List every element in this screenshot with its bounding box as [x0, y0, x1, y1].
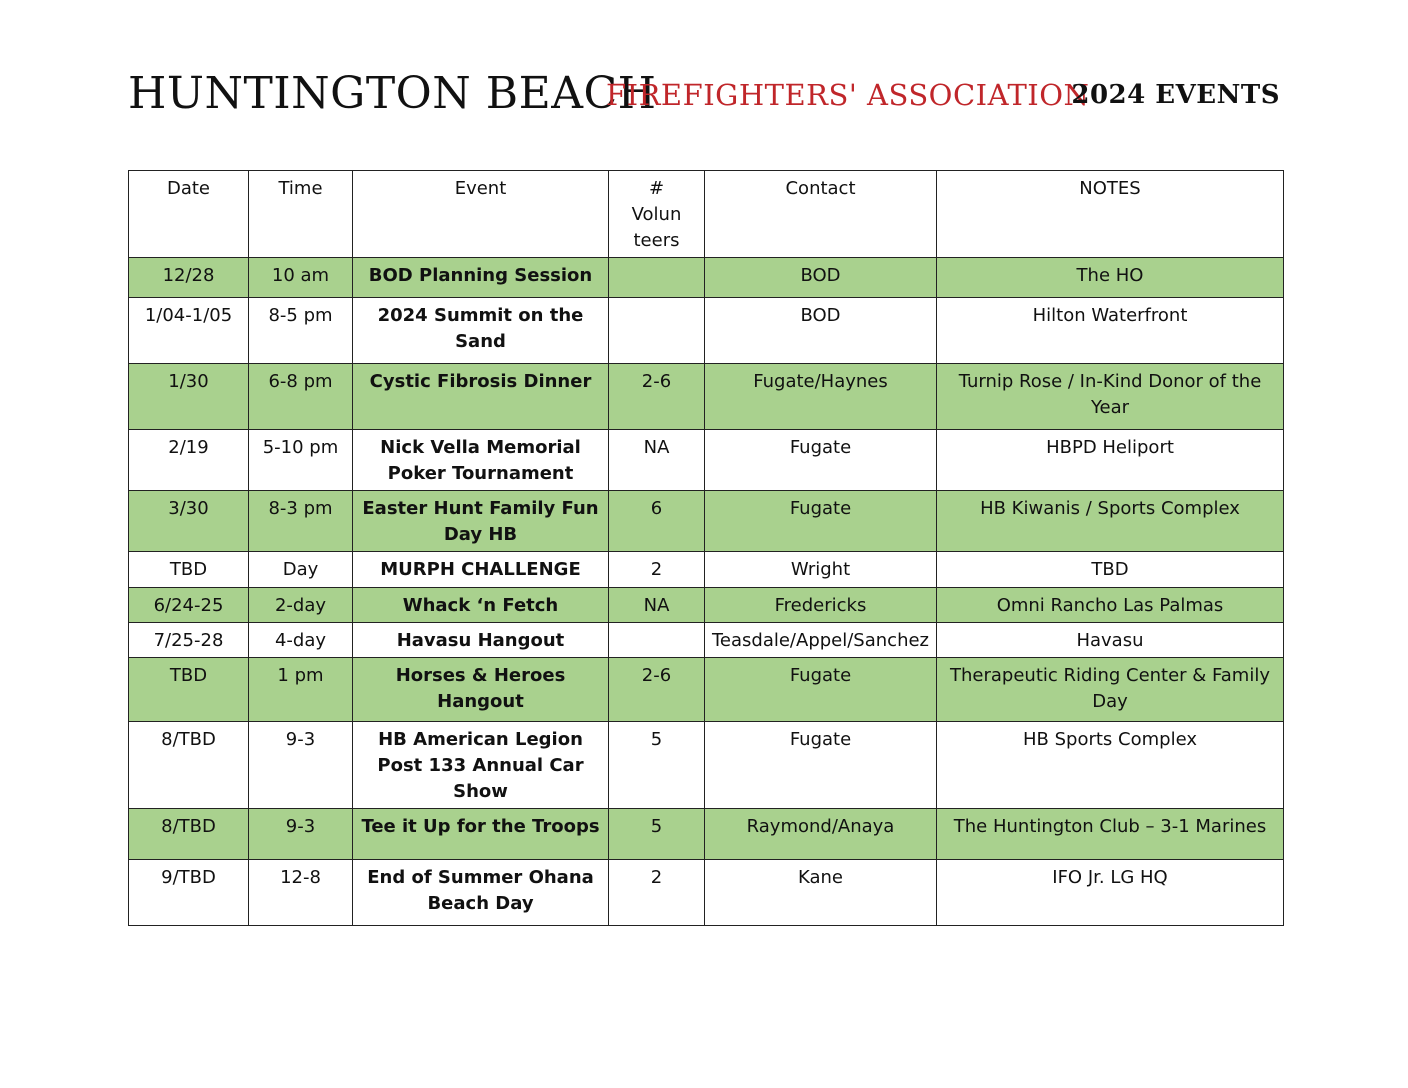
cell-event: MURPH CHALLENGE	[353, 552, 609, 588]
cell-event: BOD Planning Session	[353, 258, 609, 298]
cell-contact: Fugate	[705, 722, 937, 809]
header-notes: NOTES	[937, 171, 1284, 258]
table-row	[129, 491, 1284, 552]
cell-date: 9/TBD	[129, 860, 249, 926]
cell-volunteers: NA	[609, 588, 705, 623]
header-date: Date	[129, 171, 249, 258]
table-row	[129, 552, 1284, 588]
year-events-title: 2024 EVENTS	[1071, 80, 1280, 110]
cell-event: Whack ‘n Fetch	[353, 588, 609, 623]
events-table	[128, 170, 1284, 926]
org-subtitle: FIREFIGHTERS' ASSOCIATION	[606, 78, 1090, 112]
cell-event: Havasu Hangout	[353, 623, 609, 658]
cell-date: 12/28	[129, 258, 249, 298]
table-row	[129, 658, 1284, 722]
cell-notes: Omni Rancho Las Palmas	[937, 588, 1284, 623]
cell-time: Day	[249, 552, 353, 588]
cell-date: TBD	[129, 658, 249, 722]
cell-time: 9-3	[249, 722, 353, 809]
table-row	[129, 298, 1284, 364]
cell-volunteers	[609, 298, 705, 364]
cell-contact: Raymond/Anaya	[705, 809, 937, 860]
cell-date: 8/TBD	[129, 722, 249, 809]
cell-volunteers: 6	[609, 491, 705, 552]
cell-notes: Turnip Rose / In-Kind Donor of the Year	[937, 364, 1284, 430]
cell-event: Easter Hunt Family Fun Day HB	[353, 491, 609, 552]
cell-notes: IFO Jr. LG HQ	[937, 860, 1284, 926]
cell-event: Tee it Up for the Troops	[353, 809, 609, 860]
cell-date: 3/30	[129, 491, 249, 552]
cell-contact: Fugate	[705, 491, 937, 552]
cell-volunteers: NA	[609, 430, 705, 491]
table-row	[129, 364, 1284, 430]
cell-event: Nick Vella Memorial Poker Tournament	[353, 430, 609, 491]
cell-contact: Fredericks	[705, 588, 937, 623]
cell-date: 7/25-28	[129, 623, 249, 658]
cell-event: Horses & Heroes Hangout	[353, 658, 609, 722]
cell-contact: BOD	[705, 298, 937, 364]
cell-volunteers: 5	[609, 809, 705, 860]
cell-date: 6/24-25	[129, 588, 249, 623]
cell-contact: Fugate	[705, 430, 937, 491]
cell-volunteers: 2	[609, 860, 705, 926]
header-volunteers: # Volun teers	[609, 171, 705, 258]
cell-time: 2-day	[249, 588, 353, 623]
cell-time: 1 pm	[249, 658, 353, 722]
cell-volunteers: 2	[609, 552, 705, 588]
cell-time: 6-8 pm	[249, 364, 353, 430]
table-row	[129, 809, 1284, 860]
org-name-title: HUNTINGTON BEACH	[128, 68, 657, 119]
cell-time: 9-3	[249, 809, 353, 860]
cell-contact: Wright	[705, 552, 937, 588]
cell-date: 2/19	[129, 430, 249, 491]
cell-time: 12-8	[249, 860, 353, 926]
cell-notes: Havasu	[937, 623, 1284, 658]
table-row	[129, 588, 1284, 623]
cell-time: 10 am	[249, 258, 353, 298]
table-row	[129, 722, 1284, 809]
cell-notes: Hilton Waterfront	[937, 298, 1284, 364]
cell-contact: BOD	[705, 258, 937, 298]
cell-contact: Kane	[705, 860, 937, 926]
cell-notes: HB Kiwanis / Sports Complex	[937, 491, 1284, 552]
cell-contact: Teasdale/Appel/Sanchez	[705, 623, 937, 658]
cell-date: TBD	[129, 552, 249, 588]
cell-time: 4-day	[249, 623, 353, 658]
cell-notes: HBPD Heliport	[937, 430, 1284, 491]
cell-volunteers	[609, 258, 705, 298]
table-row	[129, 623, 1284, 658]
header-event: Event	[353, 171, 609, 258]
cell-time: 8-3 pm	[249, 491, 353, 552]
cell-contact: Fugate/Haynes	[705, 364, 937, 430]
cell-event: Cystic Fibrosis Dinner	[353, 364, 609, 430]
cell-event: HB American Legion Post 133 Annual Car Show	[353, 722, 609, 809]
cell-volunteers	[609, 623, 705, 658]
cell-date: 1/04-1/05	[129, 298, 249, 364]
cell-time: 5-10 pm	[249, 430, 353, 491]
cell-time: 8-5 pm	[249, 298, 353, 364]
cell-volunteers: 2-6	[609, 364, 705, 430]
cell-notes: The HO	[937, 258, 1284, 298]
header-contact: Contact	[705, 171, 937, 258]
cell-volunteers: 2-6	[609, 658, 705, 722]
header-time: Time	[249, 171, 353, 258]
cell-event: End of Summer Ohana Beach Day	[353, 860, 609, 926]
cell-event: 2024 Summit on the Sand	[353, 298, 609, 364]
cell-notes: The Huntington Club – 3-1 Marines	[937, 809, 1284, 860]
table-row	[129, 258, 1284, 298]
cell-contact: Fugate	[705, 658, 937, 722]
cell-date: 1/30	[129, 364, 249, 430]
table-header-row	[129, 171, 1284, 258]
cell-volunteers: 5	[609, 722, 705, 809]
cell-notes: Therapeutic Riding Center & Family Day	[937, 658, 1284, 722]
table-row	[129, 430, 1284, 491]
cell-notes: HB Sports Complex	[937, 722, 1284, 809]
document-header	[128, 62, 1280, 122]
cell-date: 8/TBD	[129, 809, 249, 860]
table-row	[129, 860, 1284, 926]
cell-notes: TBD	[937, 552, 1284, 588]
